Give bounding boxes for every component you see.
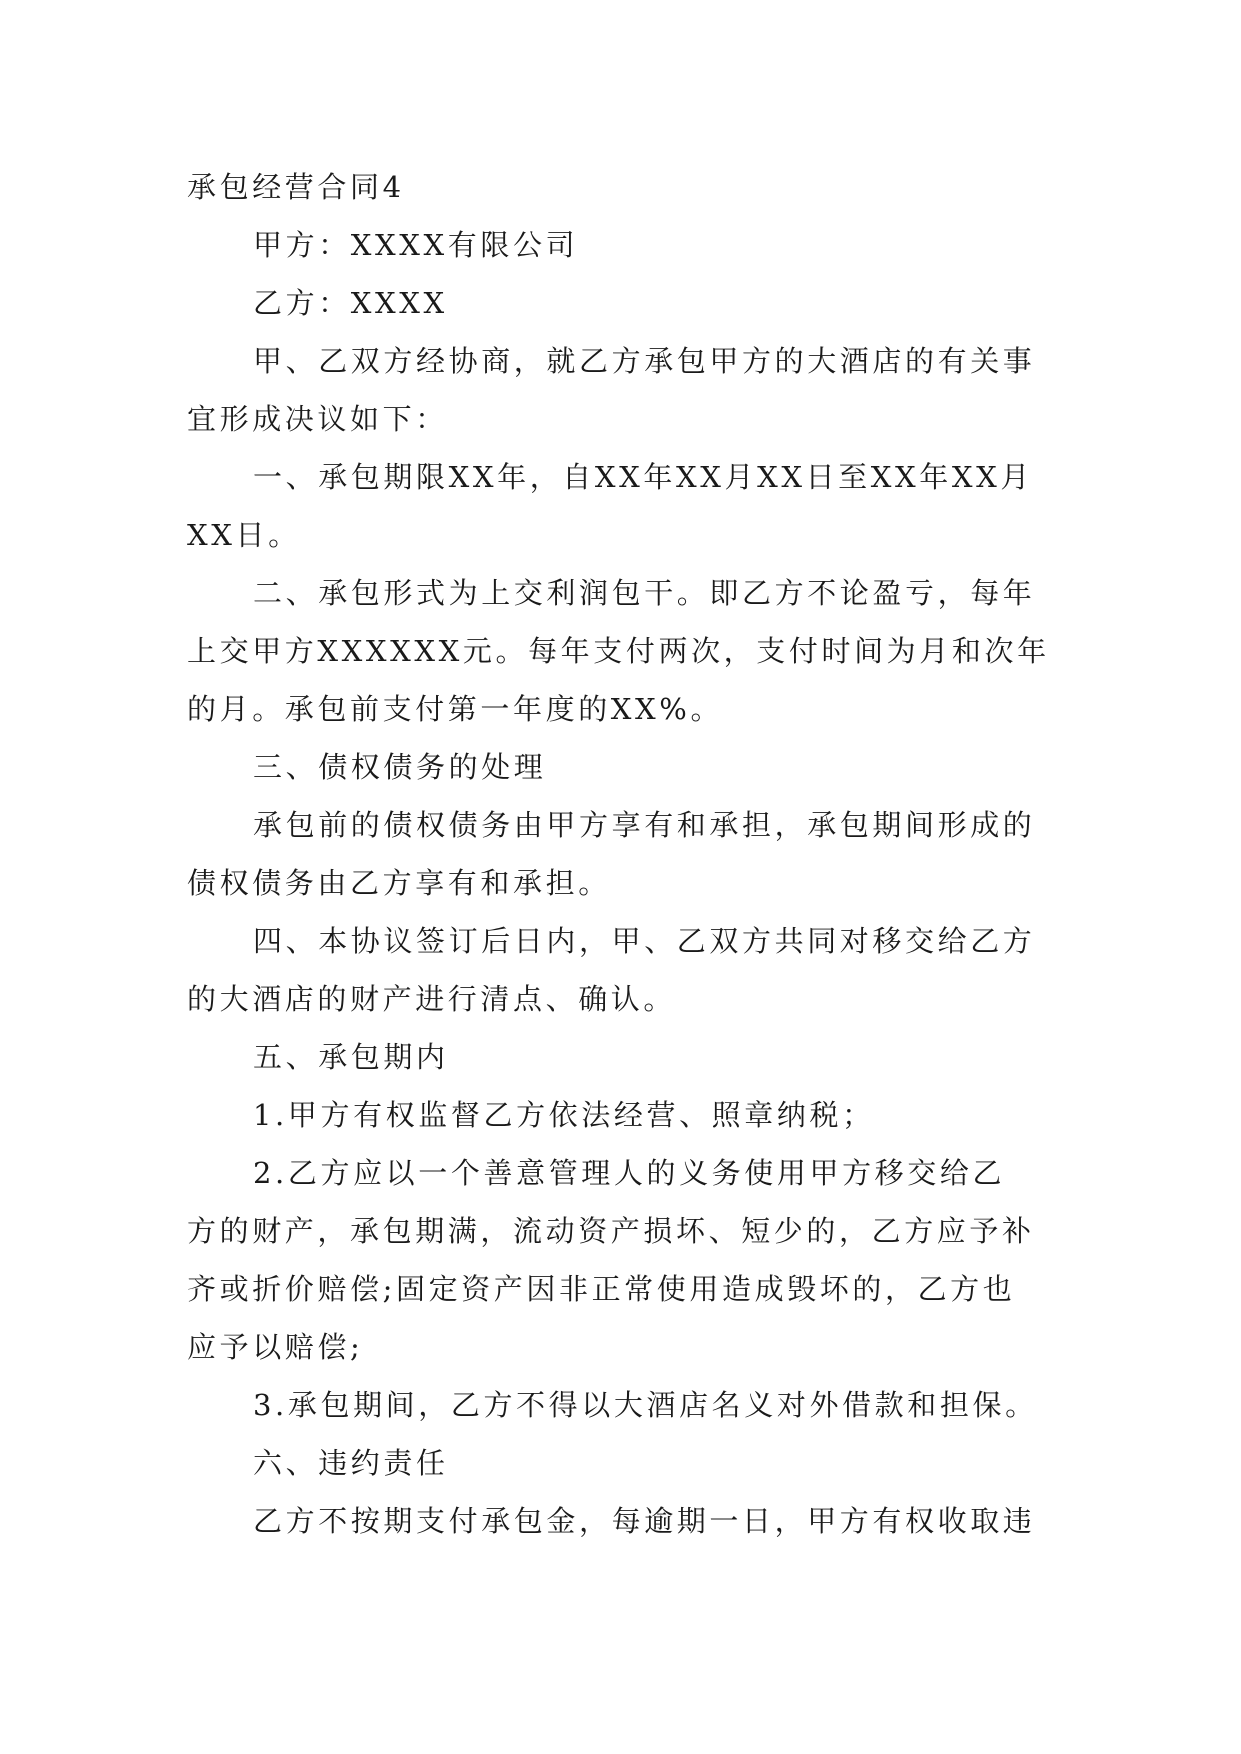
clause-3-heading: 三、债权债务的处理 xyxy=(253,750,547,784)
clause-4-line-1: 四、本协议签订后日内，甲、乙双方共同对移交给乙方 xyxy=(253,924,1036,958)
document-title: 承包经营合同4 xyxy=(187,170,405,204)
document-body xyxy=(187,158,1067,1550)
clause-5-heading: 五、承包期内 xyxy=(253,1040,449,1074)
clause-5-item-2-line-2: 方的财产，承包期满，流动资产损坏、短少的，乙方应予补 xyxy=(187,1214,1035,1248)
clause-6-heading: 六、违约责任 xyxy=(253,1446,449,1480)
clause-1-line-2: XX日。 xyxy=(187,518,301,552)
clause-2-line-2: 上交甲方XXXXXX元。每年支付两次，支付时间为月和次年 xyxy=(187,634,1050,668)
clause-5-item-2-line-4: 应予以赔偿; xyxy=(187,1330,364,1364)
preamble-line-2: 宜形成决议如下： xyxy=(187,402,448,436)
clause-3-line-1: 承包前的债权债务由甲方享有和承担，承包期间形成的 xyxy=(253,808,1036,842)
clause-3-line-2: 债权债务由乙方享有和承担。 xyxy=(187,866,611,900)
clause-5-item-3: 3.承包期间，乙方不得以大酒店名义对外借款和担保。 xyxy=(253,1388,1038,1422)
clause-2-line-1: 二、承包形式为上交利润包干。即乙方不论盈亏，每年 xyxy=(253,576,1036,610)
clause-5-item-1: 1.甲方有权监督乙方依法经营、照章纳税； xyxy=(253,1098,875,1132)
preamble-line-1: 甲、乙双方经协商，就乙方承包甲方的大酒店的有关事 xyxy=(253,344,1036,378)
clause-5-item-2-line-3: 齐或折价赔偿;固定资产因非正常使用造成毁坏的，乙方也 xyxy=(187,1272,1016,1306)
party-a-line: 甲方：XXXX有限公司 xyxy=(253,228,579,262)
clause-5-item-2-line-1: 2.乙方应以一个善意管理人的义务使用甲方移交给乙 xyxy=(253,1156,1006,1190)
clause-4-line-2: 的大酒店的财产进行清点、确认。 xyxy=(187,982,677,1016)
clause-2-line-3: 的月。承包前支付第一年度的XX%。 xyxy=(187,692,724,726)
clause-1-line-1: 一、承包期限XX年，自XX年XX月XX日至XX年XX月 xyxy=(253,460,1033,494)
party-b-line: 乙方：XXXX xyxy=(253,286,448,320)
clause-6-line-1: 乙方不按期支付承包金，每逾期一日，甲方有权收取违 xyxy=(253,1504,1036,1538)
